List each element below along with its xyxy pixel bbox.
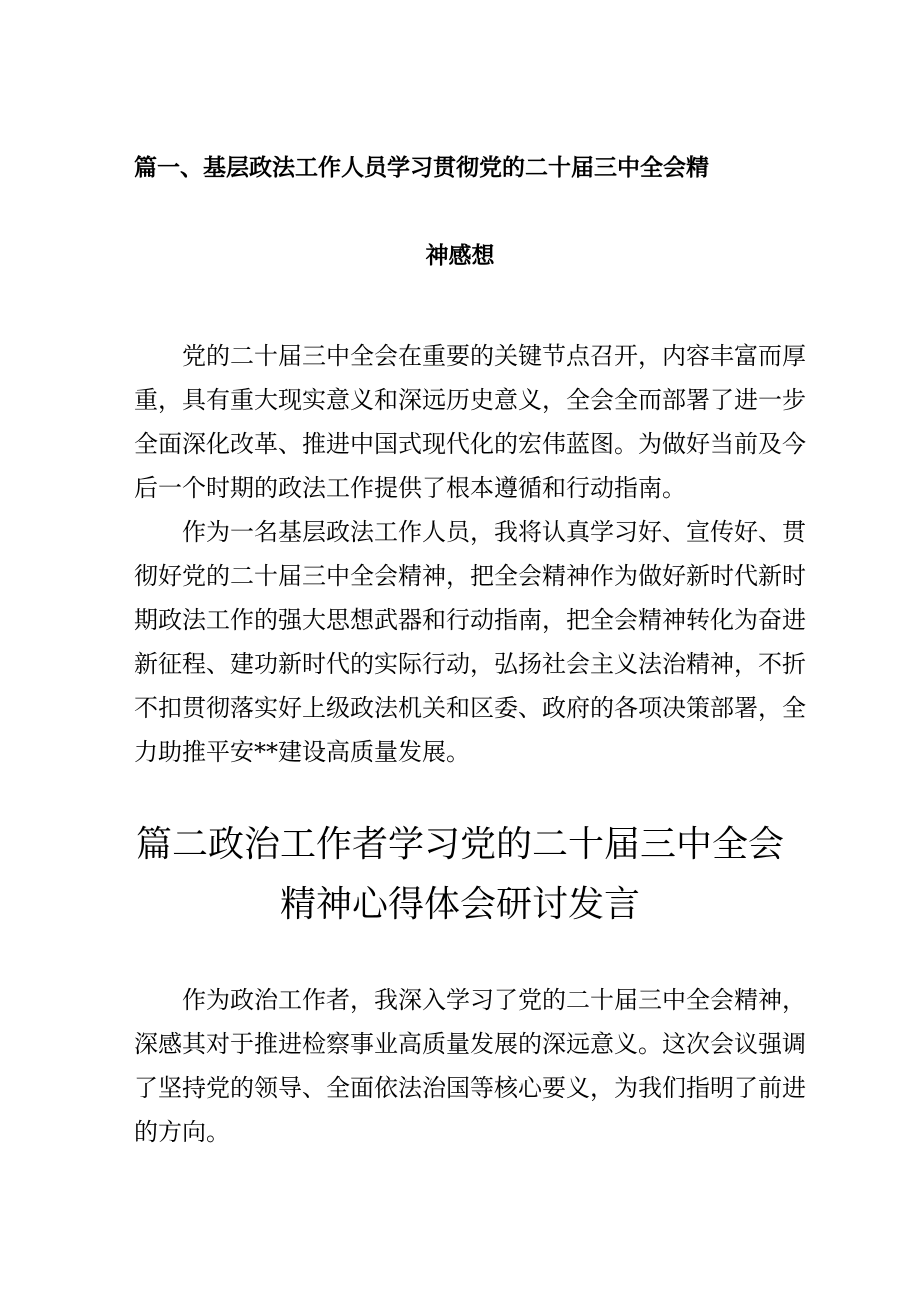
paragraph-line: 深感其对于推进检察事业高质量发展的深远意义。这次会议强调	[134, 1030, 806, 1058]
section2-title-line2: 精神心得体会研讨发言	[279, 884, 640, 925]
section2-title-line1: 篇二政治工作者学习党的二十届三中全会	[135, 824, 784, 865]
paragraph-line: 全面深化改革、推进中国式现代化的宏伟蓝图。为做好当前及今	[134, 430, 806, 458]
paragraph-line: 党的二十届三中全会在重要的关键节点召开，内容丰富而厚	[182, 342, 806, 370]
section1-title-line1: 篇一、基层政法工作人员学习贯彻党的二十届三中全会精	[134, 155, 709, 181]
paragraph-line: 不扣贯彻落实好上级政法机关和区委、政府的各项决策部署，全	[134, 694, 806, 722]
paragraph-line: 期政法工作的强大思想武器和行动指南，把全会精神转化为奋进	[134, 606, 806, 634]
section1-paragraph-2	[134, 510, 806, 774]
section1-title-line2: 神感想	[425, 243, 495, 269]
paragraph-line: 重，具有重大现实意义和深远历史意义，全会全而部署了进一步	[134, 386, 806, 414]
section1-paragraph-1	[134, 334, 806, 510]
paragraph-line: 新征程、建功新时代的实际行动，弘扬社会主义法治精神，不折	[134, 650, 806, 678]
paragraph-line: 后一个时期的政法工作提供了根本遵循和行动指南。	[134, 474, 686, 502]
paragraph-line: 了坚持党的领导、全面依法治国等核心要义，为我们指明了前进	[134, 1074, 806, 1102]
paragraph-line: 力助推平安**建设高质量发展。	[134, 738, 470, 766]
paragraph-line: 彻好党的二十届三中全会精神，把全会精神作为做好新时代新时	[134, 562, 806, 590]
paragraph-line: 的方向。	[134, 1118, 230, 1146]
section2-paragraph-1	[134, 978, 806, 1154]
paragraph-line: 作为一名基层政法工作人员，我将认真学习好、宣传好、贯	[182, 518, 806, 546]
paragraph-line: 作为政治工作者，我深入学习了党的二十届三中全会精神，	[182, 986, 806, 1014]
